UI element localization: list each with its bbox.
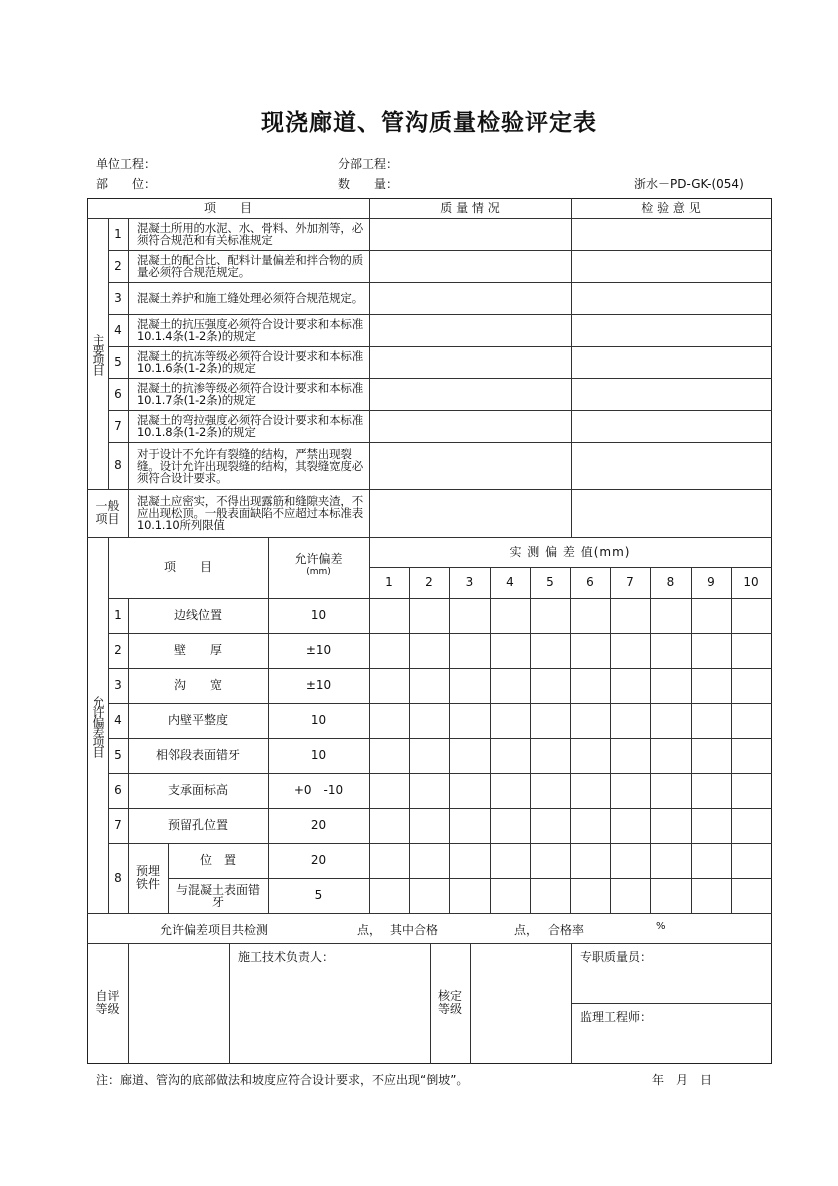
main-item-text: 对于设计不允许有裂缝的结构，严禁出现裂缝。设计允许出现裂缝的结构，其裂缝宽度必须符合设计要求。 xyxy=(137,446,363,485)
quality-officer-label[interactable]: 专职质量员： xyxy=(580,950,653,964)
opinion-cell[interactable] xyxy=(571,218,771,250)
tolerance-row-item: 支承面标高 xyxy=(167,783,228,797)
measured-value-cell[interactable] xyxy=(369,598,409,633)
measured-column-header: 1 xyxy=(385,575,393,589)
tolerance-row-no: 5 xyxy=(114,748,122,762)
measured-value-cell[interactable] xyxy=(650,633,691,668)
main-item-no: 2 xyxy=(114,258,122,273)
quantity-label: 数 量： xyxy=(338,177,399,191)
main-item-text: 混凝土的抗渗等级必须符合设计要求和本标准10.1.7条(1-2条)的规定 xyxy=(137,381,363,407)
measured-value-cell[interactable] xyxy=(610,633,650,668)
tolerance-row-item: 预留孔位置 xyxy=(167,818,228,832)
measured-value-cell[interactable] xyxy=(731,633,771,668)
measured-value-cell[interactable] xyxy=(570,843,610,878)
embedded-position-item: 位 置 xyxy=(199,853,236,867)
measured-value-cell[interactable] xyxy=(691,598,731,633)
measured-header: 实 测 偏 差 值(mm) xyxy=(509,544,631,559)
main-item-no: 3 xyxy=(114,290,122,305)
measured-value-cell[interactable] xyxy=(691,668,731,703)
measured-value-cell[interactable] xyxy=(610,773,650,808)
measured-value-cell[interactable] xyxy=(409,668,449,703)
tolerance-row-value: 10 xyxy=(310,713,327,727)
general-items-text: 混凝土应密实，不得出现露筋和缝隙夹渣，不应出现松顶。一般表面缺陷不应超过本标准表10.1.10所列限值 xyxy=(137,494,363,532)
tech-lead-label[interactable]: 施工技术负责人： xyxy=(238,950,335,964)
main-item-text: 混凝土的弯拉强度必须符合设计要求和本标准10.1.8条(1-2条)的规定 xyxy=(137,413,363,439)
opinion-cell[interactable] xyxy=(571,378,771,410)
measured-value-cell[interactable] xyxy=(570,878,610,913)
tolerance-row-value: 10 xyxy=(310,608,327,622)
measured-value-cell[interactable] xyxy=(409,808,449,843)
measured-value-cell[interactable] xyxy=(530,598,570,633)
measured-value-cell[interactable] xyxy=(650,843,691,878)
opinion-cell[interactable] xyxy=(571,442,771,489)
measured-column-header: 7 xyxy=(626,575,634,589)
verified-grade-cell[interactable] xyxy=(470,943,571,1063)
summary-percent: % xyxy=(656,921,666,932)
quality-cell[interactable] xyxy=(369,410,571,442)
verified-grade-label: 核定等级 xyxy=(437,989,462,1016)
tolerance-row-item: 壁 厚 xyxy=(173,643,222,657)
measured-value-cell[interactable] xyxy=(449,773,490,808)
measured-value-cell[interactable] xyxy=(409,843,449,878)
embedded-offset-item: 与混凝土表面错牙 xyxy=(176,882,261,909)
measured-value-cell[interactable] xyxy=(409,878,449,913)
measured-value-cell[interactable] xyxy=(610,808,650,843)
measured-value-cell[interactable] xyxy=(369,633,409,668)
measured-value-cell[interactable] xyxy=(650,668,691,703)
measured-value-cell[interactable] xyxy=(650,738,691,773)
summary-points-1: 点， xyxy=(357,923,382,937)
measured-value-cell[interactable] xyxy=(610,598,650,633)
measured-value-cell[interactable] xyxy=(530,738,570,773)
tolerance-row-no: 2 xyxy=(114,643,122,657)
tolerance-row-no: 3 xyxy=(114,678,122,692)
measured-value-cell[interactable] xyxy=(490,598,530,633)
header-item: 项 目 xyxy=(203,200,252,215)
measured-value-cell[interactable] xyxy=(691,703,731,738)
measured-value-cell[interactable] xyxy=(369,773,409,808)
tolerance-row-value: 10 xyxy=(310,748,327,762)
tolerance-row-no: 4 xyxy=(114,713,122,727)
measured-value-cell[interactable] xyxy=(610,843,650,878)
measured-value-cell[interactable] xyxy=(731,843,771,878)
supervisor-label[interactable]: 监理工程师： xyxy=(580,1010,653,1024)
footer-note: 注：廊道、管沟的底部做法和坡度应符合设计要求，不应出现“倒坡”。 xyxy=(96,1073,469,1087)
measured-value-cell[interactable] xyxy=(369,878,409,913)
measured-value-cell[interactable] xyxy=(610,703,650,738)
measured-value-cell[interactable] xyxy=(570,703,610,738)
grid-line xyxy=(87,913,772,914)
quality-cell[interactable] xyxy=(369,378,571,410)
measured-value-cell[interactable] xyxy=(570,633,610,668)
embedded-position-value: 20 xyxy=(310,853,327,867)
general-items-group-label: 一般项目 xyxy=(95,499,120,526)
form-code: 浙水－PD-GK-(054) xyxy=(634,177,744,191)
tolerance-row-value: ±10 xyxy=(305,643,332,657)
measured-value-cell[interactable] xyxy=(650,878,691,913)
measured-value-cell[interactable] xyxy=(570,738,610,773)
measured-value-cell[interactable] xyxy=(610,738,650,773)
tolerance-row-value: ±10 xyxy=(305,678,332,692)
measured-value-cell[interactable] xyxy=(610,668,650,703)
measured-value-cell[interactable] xyxy=(490,738,530,773)
main-item-text: 混凝土的配合比、配料计量偏差和拌合物的质量必须符合规范规定。 xyxy=(137,253,363,279)
summary-passed-label: 其中合格 xyxy=(390,923,439,937)
measured-value-cell[interactable] xyxy=(530,703,570,738)
measured-value-cell[interactable] xyxy=(691,808,731,843)
measured-value-cell[interactable] xyxy=(449,598,490,633)
measured-column-header: 2 xyxy=(425,575,433,589)
measured-value-cell[interactable] xyxy=(530,843,570,878)
measured-value-cell[interactable] xyxy=(691,738,731,773)
measured-value-cell[interactable] xyxy=(650,703,691,738)
tolerance-row-value: 20 xyxy=(310,818,327,832)
measured-value-cell[interactable] xyxy=(650,773,691,808)
measured-value-cell[interactable] xyxy=(369,668,409,703)
tolerance-item-header: 项 目 xyxy=(163,560,212,574)
measured-column-header: 5 xyxy=(546,575,554,589)
summary-points-2: 点， xyxy=(514,923,539,937)
measured-value-cell[interactable] xyxy=(731,703,771,738)
measured-value-cell[interactable] xyxy=(409,738,449,773)
measured-value-cell[interactable] xyxy=(691,633,731,668)
measured-value-cell[interactable] xyxy=(449,633,490,668)
measured-value-cell[interactable] xyxy=(691,843,731,878)
measured-value-cell[interactable] xyxy=(691,773,731,808)
measured-column-header: 10 xyxy=(743,575,759,589)
measured-value-cell[interactable] xyxy=(449,843,490,878)
quality-cell[interactable] xyxy=(369,314,571,346)
measured-value-cell[interactable] xyxy=(449,878,490,913)
header-quality: 质 量 情 况 xyxy=(440,200,500,215)
measured-value-cell[interactable] xyxy=(731,808,771,843)
measured-value-cell[interactable] xyxy=(490,633,530,668)
tolerance-row-no: 1 xyxy=(114,608,122,622)
measured-value-cell[interactable] xyxy=(409,703,449,738)
main-item-text: 混凝土的抗压强度必须符合设计要求和本标准10.1.4条(1-2条)的规定 xyxy=(137,317,363,343)
measured-value-cell[interactable] xyxy=(570,668,610,703)
opinion-cell[interactable] xyxy=(571,250,771,282)
opinion-cell[interactable] xyxy=(571,314,771,346)
tolerance-row-item: 相邻段表面错牙 xyxy=(155,748,240,762)
measured-value-cell[interactable] xyxy=(731,668,771,703)
quality-cell[interactable] xyxy=(369,250,571,282)
measured-value-cell[interactable] xyxy=(530,633,570,668)
measured-column-header: 9 xyxy=(707,575,715,589)
measured-column-header: 4 xyxy=(506,575,514,589)
tolerance-group-label: 允许偏差项目 xyxy=(91,695,105,756)
summary-total-label: 允许偏差项目共检测 xyxy=(160,923,269,937)
general-opinion-cell[interactable] xyxy=(571,489,771,537)
main-item-no: 1 xyxy=(114,226,122,241)
measured-value-cell[interactable] xyxy=(530,878,570,913)
measured-value-cell[interactable] xyxy=(490,878,530,913)
quality-cell[interactable] xyxy=(369,282,571,314)
measured-column-header: 8 xyxy=(666,575,675,589)
measured-value-cell[interactable] xyxy=(449,738,490,773)
measured-value-cell[interactable] xyxy=(570,773,610,808)
measured-value-cell[interactable] xyxy=(691,878,731,913)
measured-value-cell[interactable] xyxy=(409,633,449,668)
header-opinion: 检 验 意 见 xyxy=(641,200,701,215)
measured-column-header: 3 xyxy=(465,575,474,589)
measured-value-cell[interactable] xyxy=(731,738,771,773)
measured-value-cell[interactable] xyxy=(409,598,449,633)
quality-cell[interactable] xyxy=(369,346,571,378)
measured-value-cell[interactable] xyxy=(650,598,691,633)
measured-value-cell[interactable] xyxy=(490,808,530,843)
tolerance-unit: (mm) xyxy=(306,567,331,577)
summary-rate-label: 合格率 xyxy=(548,923,585,937)
measured-value-cell[interactable] xyxy=(530,668,570,703)
grid-line xyxy=(771,198,772,1064)
measured-value-cell[interactable] xyxy=(449,808,490,843)
measured-value-cell[interactable] xyxy=(449,703,490,738)
main-item-text: 混凝土所用的水泥、水、骨料、外加剂等，必须符合规范和有关标准规定 xyxy=(137,221,363,247)
main-item-text: 混凝土养护和施工缝处理必须符合规范规定。 xyxy=(137,291,363,305)
measured-value-cell[interactable] xyxy=(369,843,409,878)
opinion-cell[interactable] xyxy=(571,346,771,378)
measured-value-cell[interactable] xyxy=(490,668,530,703)
measured-value-cell[interactable] xyxy=(570,808,610,843)
measured-value-cell[interactable] xyxy=(731,773,771,808)
self-grade-cell[interactable] xyxy=(128,943,229,1063)
main-item-no: 4 xyxy=(114,322,122,337)
measured-value-cell[interactable] xyxy=(731,878,771,913)
unit-project-label: 单位工程： xyxy=(96,157,157,171)
tolerance-row-item: 边线位置 xyxy=(173,608,222,622)
measured-value-cell[interactable] xyxy=(570,598,610,633)
measured-value-cell[interactable] xyxy=(530,808,570,843)
footer-date: 年 月 日 xyxy=(652,1073,713,1087)
tolerance-value-header-label: 允许偏差 xyxy=(294,552,343,566)
main-item-no: 5 xyxy=(114,354,122,369)
tolerance-row-8-no: 8 xyxy=(114,870,122,885)
measured-value-cell[interactable] xyxy=(650,808,691,843)
main-item-text: 混凝土的抗冻等级必须符合设计要求和本标准10.1.6条(1-2条)的规定 xyxy=(137,349,363,375)
tolerance-row-no: 7 xyxy=(114,818,122,832)
main-item-no: 8 xyxy=(114,458,122,472)
main-item-no: 7 xyxy=(114,418,122,433)
measured-value-cell[interactable] xyxy=(610,878,650,913)
embedded-iron-label: 预埋铁件 xyxy=(135,864,160,891)
measured-value-cell[interactable] xyxy=(490,843,530,878)
measured-value-cell[interactable] xyxy=(530,773,570,808)
sub-project-label: 分部工程： xyxy=(338,157,399,171)
measured-value-cell[interactable] xyxy=(449,668,490,703)
main-items-group-label: 主要项目 xyxy=(91,333,105,374)
measured-value-cell[interactable] xyxy=(369,703,409,738)
location-label: 部 位： xyxy=(96,177,157,191)
opinion-cell[interactable] xyxy=(571,282,771,314)
quality-cell[interactable] xyxy=(369,442,571,489)
measured-value-cell[interactable] xyxy=(490,773,530,808)
page-title: 现浇廊道、管沟质量检验评定表 xyxy=(261,110,597,136)
tolerance-value-header xyxy=(268,537,369,598)
embedded-offset-value: 5 xyxy=(314,888,323,902)
measured-column-header: 6 xyxy=(586,575,594,589)
tolerance-row-item: 沟 宽 xyxy=(173,678,222,692)
tolerance-row-item: 内壁平整度 xyxy=(167,713,228,727)
main-item-no: 6 xyxy=(114,386,122,401)
measured-value-cell[interactable] xyxy=(490,703,530,738)
self-grade-label: 自评等级 xyxy=(95,989,120,1016)
tolerance-row-no: 6 xyxy=(114,783,122,797)
measured-value-cell[interactable] xyxy=(369,738,409,773)
measured-value-cell[interactable] xyxy=(369,808,409,843)
quality-cell[interactable] xyxy=(369,218,571,250)
measured-value-cell[interactable] xyxy=(409,773,449,808)
opinion-cell[interactable] xyxy=(571,410,771,442)
general-quality-cell[interactable] xyxy=(369,489,571,537)
tolerance-row-value: +0 -10 xyxy=(293,783,344,797)
measured-value-cell[interactable] xyxy=(731,598,771,633)
